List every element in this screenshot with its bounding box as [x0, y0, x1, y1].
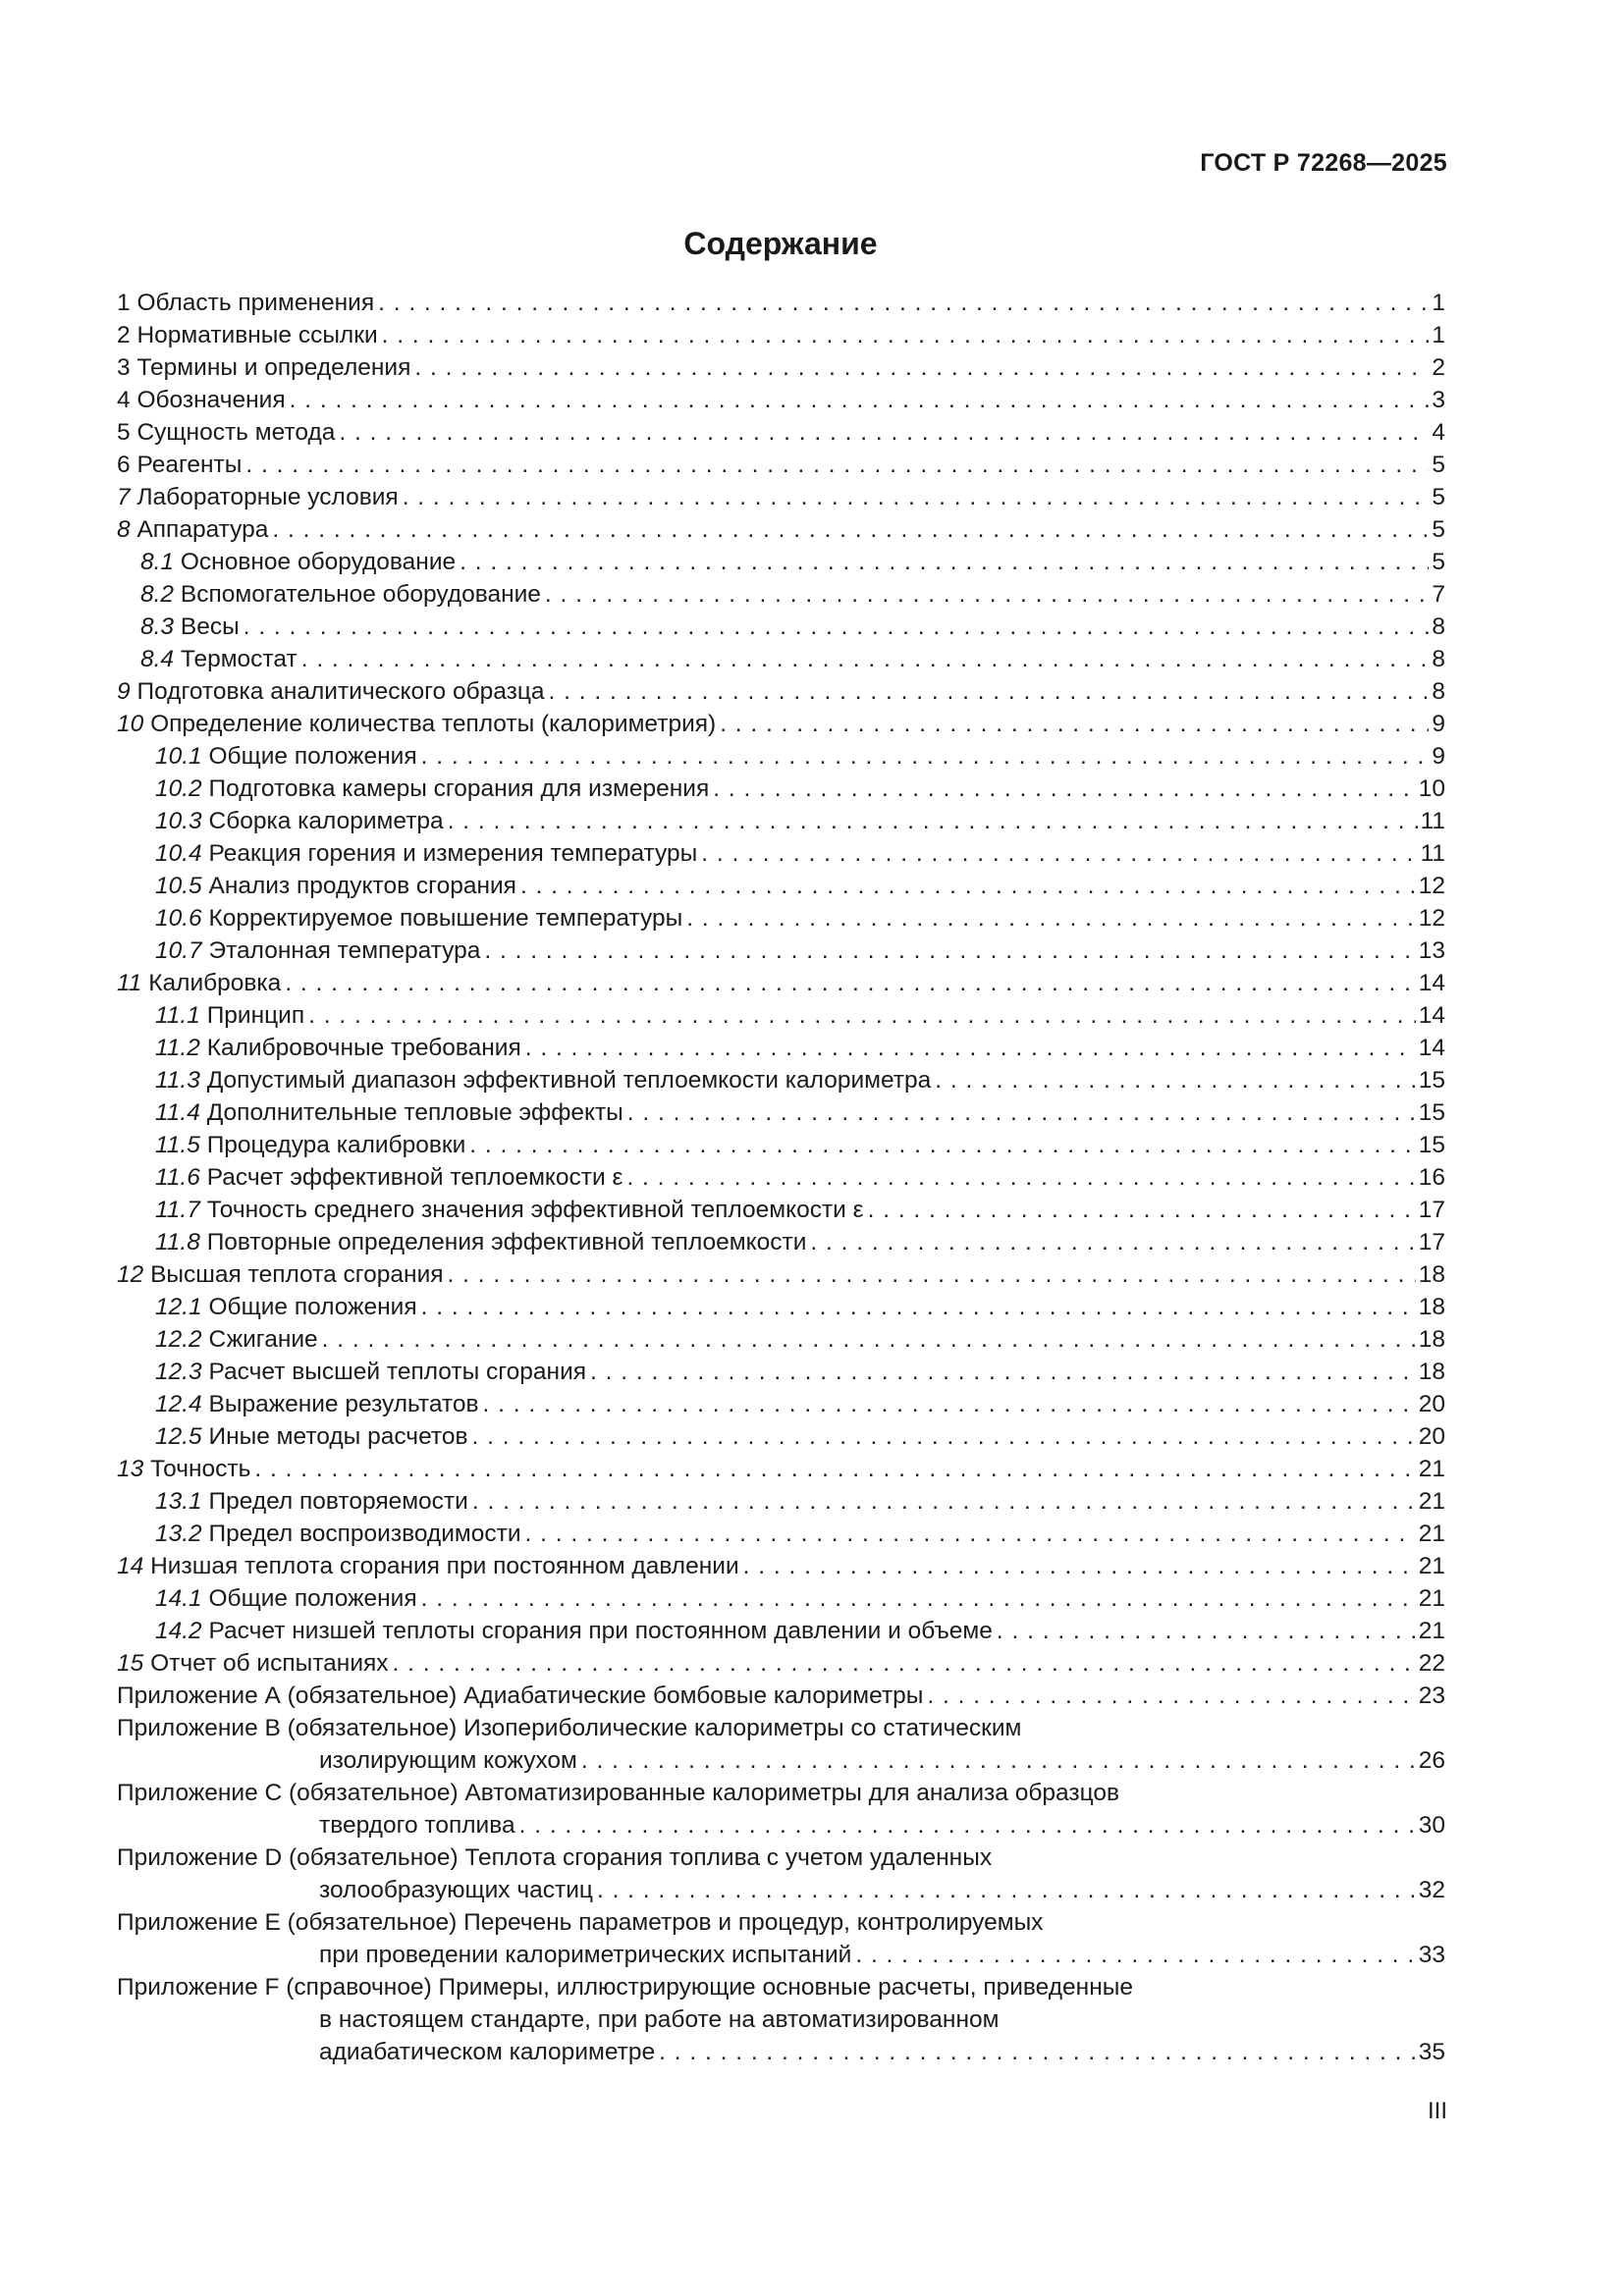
toc-entry-page: 5: [1432, 549, 1445, 575]
toc-entry[interactable]: [117, 287, 1445, 319]
dot-leader: [448, 1258, 1416, 1291]
toc-entry-page: 17: [1418, 1197, 1445, 1223]
toc-entry[interactable]: [117, 805, 1445, 837]
toc-entry-label: [117, 384, 286, 416]
toc-entry-page: 21: [1418, 1553, 1445, 1579]
toc-entry-label: [155, 1194, 864, 1226]
toc-annex-line: [117, 1874, 1445, 1906]
dot-leader: [626, 1161, 1415, 1194]
toc-entry-page: 33: [1418, 1942, 1445, 1968]
dot-leader: [935, 1064, 1415, 1096]
dot-leader: [519, 1809, 1416, 1842]
toc-entry-label: [155, 740, 417, 773]
toc-entry[interactable]: [117, 902, 1445, 934]
toc-entry[interactable]: [117, 1258, 1445, 1291]
toc-entry-text: Общие положения: [208, 743, 417, 770]
toc-entry-page: 8: [1432, 646, 1445, 672]
toc-entry-number: 11.5: [155, 1132, 200, 1158]
toc-entry-label: [155, 1420, 467, 1453]
toc-entry[interactable]: [117, 1615, 1445, 1647]
toc-entry[interactable]: [117, 708, 1445, 740]
toc-entry-label: [117, 287, 374, 319]
toc-entry-page: 9: [1432, 743, 1445, 770]
dot-leader: [549, 675, 1430, 708]
toc-entry-text: Допустимый диапазон эффективной теплоемкости калориметра: [206, 1067, 932, 1094]
toc-entry[interactable]: [117, 967, 1445, 999]
dot-leader: [272, 513, 1429, 546]
toc-entry-number: 10.4: [155, 840, 202, 867]
toc-annex-title: Приложение Е (обязательное) Перечень параметров и процедур, контролируемых: [117, 1909, 1044, 1936]
toc-entry[interactable]: [117, 1323, 1445, 1356]
dot-leader: [339, 416, 1429, 449]
dot-leader: [472, 1485, 1416, 1518]
toc-entry-number: 8.2: [140, 581, 175, 608]
dot-leader: [590, 1356, 1416, 1388]
toc-entry-page: 12: [1418, 873, 1445, 899]
toc-entry[interactable]: [117, 1129, 1445, 1161]
toc-entry-number: 10: [117, 711, 144, 737]
toc-entry[interactable]: [117, 578, 1445, 611]
toc-entry-label: [155, 1518, 521, 1550]
dot-leader: [285, 967, 1415, 999]
toc-entry-number: 1: [117, 290, 131, 316]
toc-entry[interactable]: [117, 416, 1445, 449]
toc-entry-page: 18: [1418, 1359, 1445, 1385]
toc-entry-number: 8.3: [140, 614, 175, 640]
toc-entry-text: Предел повторяемости: [208, 1488, 468, 1515]
dot-leader: [627, 1096, 1416, 1129]
toc-entry-page: 4: [1432, 419, 1445, 446]
toc-entry-page: 1: [1432, 322, 1445, 348]
toc-entry-number: 12: [117, 1261, 144, 1288]
toc-entry-label: [155, 999, 304, 1032]
toc-entry-text: Расчет эффективной теплоемкости ε: [206, 1164, 623, 1191]
toc-entry[interactable]: [117, 1226, 1445, 1258]
toc-entry-label: [155, 773, 709, 805]
toc-entry-label: [155, 1161, 623, 1194]
toc-entry[interactable]: [117, 1518, 1445, 1550]
toc-entry-page: 16: [1418, 1164, 1445, 1191]
toc-entry-text: Расчет низшей теплоты сгорания при постоянном давлении и объеме: [208, 1618, 993, 1644]
toc-annex-entry[interactable]: [117, 1971, 1445, 2068]
toc-entry-number: 11.3: [155, 1067, 200, 1094]
toc-entry-number: 10.5: [155, 873, 202, 899]
toc-entry-number: 12.1: [155, 1294, 202, 1320]
toc-entry-page: 15: [1418, 1067, 1445, 1094]
dot-leader: [997, 1615, 1416, 1647]
dot-leader: [469, 1129, 1415, 1161]
toc-entry-label: [155, 837, 697, 870]
toc-annex-title: Приложение С (обязательное) Автоматизированные калориметры для анализа образцов: [117, 1780, 1119, 1806]
toc-annex-title: Приложение F (справочное) Примеры, иллюстрирующие основные расчеты, приведенные: [117, 1974, 1133, 2001]
toc-entry-text: Точность среднего значения эффективной теплоемкости ε: [206, 1197, 864, 1223]
toc-entry-number: 14: [117, 1553, 144, 1579]
toc-entry[interactable]: [117, 1647, 1445, 1680]
toc-entry-text: Калибровочные требования: [206, 1035, 521, 1061]
toc-entry-label: [117, 1453, 250, 1485]
dot-leader: [743, 1550, 1416, 1582]
toc-entry-number: 13.2: [155, 1521, 202, 1547]
toc-entry[interactable]: [117, 675, 1445, 708]
toc-entry-page: 35: [1418, 2039, 1445, 2065]
dot-leader: [520, 870, 1416, 902]
dot-leader: [414, 351, 1429, 384]
toc-entry-text: Подготовка аналитического образца: [136, 678, 545, 705]
toc-entry-label: [117, 449, 242, 481]
toc-entry-text: Термостат: [180, 646, 298, 672]
toc-entry-number: 5: [117, 419, 131, 446]
toc-entry-page: 15: [1418, 1132, 1445, 1158]
dot-leader: [659, 2036, 1416, 2068]
dot-leader: [581, 1744, 1416, 1777]
dot-leader: [393, 1647, 1416, 1680]
toc-entry[interactable]: [117, 1582, 1445, 1615]
toc-annex-title: Приложение D (обязательное) Теплота сгорания топлива с учетом удаленных: [117, 1844, 993, 1871]
toc-entry-page: 2: [1432, 354, 1445, 381]
toc-entry-text: Анализ продуктов сгорания: [208, 873, 516, 899]
toc-entry-number: 11.7: [155, 1197, 200, 1223]
toc-annex-line: [117, 2036, 1445, 2068]
toc-entry[interactable]: [117, 384, 1445, 416]
toc-entry-label: [117, 708, 716, 740]
dot-leader: [927, 1680, 1415, 1712]
toc-entry-text: Реагенты: [136, 452, 243, 478]
toc-entry-number: 13.1: [155, 1488, 202, 1515]
toc-annex-continuation: твердого топлива: [319, 1812, 515, 1839]
table-of-contents: [117, 287, 1445, 2068]
toc-entry-page: 32: [1418, 1877, 1445, 1903]
toc-entry[interactable]: [117, 934, 1445, 967]
dot-leader: [686, 902, 1416, 934]
dot-leader: [245, 449, 1429, 481]
toc-entry[interactable]: [117, 1096, 1445, 1129]
toc-entry-page: 9: [1432, 711, 1445, 737]
toc-entry-label: [155, 1582, 417, 1615]
dot-leader: [471, 1420, 1415, 1453]
toc-entry-text: Обозначения: [136, 387, 286, 413]
toc-entry-page: 5: [1432, 516, 1445, 543]
toc-entry-number: 10.7: [155, 937, 202, 964]
toc-entry-text: Выражение результатов: [208, 1391, 479, 1417]
toc-entry-page: 14: [1418, 1002, 1445, 1029]
toc-entry-label: [155, 1323, 318, 1356]
dot-leader: [322, 1323, 1416, 1356]
toc-entry[interactable]: [117, 999, 1445, 1032]
toc-entry-page: 12: [1418, 905, 1445, 932]
toc-entry-text: Калибровка: [148, 970, 282, 996]
toc-entry-label: [155, 805, 444, 837]
toc-entry-page: 10: [1418, 775, 1445, 802]
toc-entry-number: 6: [117, 452, 131, 478]
toc-entry-text: Расчет высшей теплоты сгорания: [208, 1359, 587, 1385]
dot-leader: [301, 643, 1429, 675]
toc-entry-text: Предел воспроизводимости: [208, 1521, 521, 1547]
toc-entry-text: Точность: [150, 1456, 251, 1482]
toc-entry-number: 11.4: [155, 1099, 200, 1126]
toc-entry-text: Корректируемое повышение температуры: [208, 905, 683, 932]
toc-entry-number: 10.1: [155, 743, 202, 770]
dot-leader: [421, 740, 1429, 773]
toc-entry-number: 4: [117, 387, 131, 413]
dot-leader: [855, 1939, 1415, 1971]
toc-entry-number: 10.2: [155, 775, 202, 802]
toc-entry-page: 30: [1418, 1812, 1445, 1839]
toc-entry-label: [155, 934, 480, 967]
dot-leader: [382, 319, 1429, 351]
toc-entry-text: Аппаратура: [136, 516, 269, 543]
toc-entry-label: [140, 643, 298, 675]
toc-entry-number: 12.5: [155, 1423, 202, 1450]
toc-annex-continuation: изолирующим кожухом: [319, 1747, 577, 1774]
toc-annex-entry[interactable]: [117, 1680, 1445, 1712]
toc-entry-label: [155, 1064, 931, 1096]
toc-entry-number: 11.6: [155, 1164, 200, 1191]
toc-entry-text: Сущность метода: [136, 419, 336, 446]
toc-entry-page: 5: [1432, 452, 1445, 478]
toc-entry-text: Высшая теплота сгорания: [150, 1261, 444, 1288]
toc-annex-line: [117, 1939, 1445, 1971]
document-code: ГОСТ Р 72268—2025: [1200, 149, 1447, 177]
toc-entry-page: 18: [1418, 1326, 1445, 1353]
toc-entry-number: 11.2: [155, 1035, 200, 1061]
toc-entry-number: 8.1: [140, 549, 175, 575]
toc-entry-text: Нормативные ссылки: [136, 322, 378, 348]
dot-leader: [378, 287, 1429, 319]
toc-entry-page: 22: [1418, 1650, 1445, 1677]
toc-entry[interactable]: [117, 319, 1445, 351]
toc-entry[interactable]: [117, 546, 1445, 578]
toc-entry-number: 13: [117, 1456, 144, 1482]
dot-leader: [720, 708, 1429, 740]
dot-leader: [810, 1226, 1415, 1258]
toc-entry-number: 7: [117, 484, 131, 510]
toc-entry-text: Иные методы расчетов: [208, 1423, 468, 1450]
toc-entry-label: [155, 870, 516, 902]
toc-entry-label: [117, 351, 410, 384]
dot-leader: [290, 384, 1429, 416]
dot-leader: [308, 999, 1416, 1032]
toc-entry-text: Низшая теплота сгорания при постоянном давлении: [150, 1553, 739, 1579]
toc-entry[interactable]: [117, 1194, 1445, 1226]
toc-entry-number: 14.1: [155, 1585, 202, 1612]
toc-entry-number: 11.1: [155, 1002, 200, 1029]
toc-entry-label: [117, 1647, 389, 1680]
toc-entry-text: Дополнительные тепловые эффекты: [206, 1099, 623, 1126]
toc-entry-page: 11: [1420, 840, 1445, 867]
toc-entry-number: 12.4: [155, 1391, 202, 1417]
toc-entry-label: [155, 1485, 468, 1518]
toc-entry-page: 13: [1418, 937, 1445, 964]
toc-entry[interactable]: [117, 1064, 1445, 1096]
toc-entry-page: 26: [1418, 1747, 1445, 1774]
toc-title: Содержание: [683, 226, 878, 261]
toc-entry[interactable]: [117, 1485, 1445, 1518]
dot-leader: [448, 805, 1418, 837]
toc-entry-text: Процедура калибровки: [206, 1132, 466, 1158]
toc-entry-text: Принцип: [206, 1002, 305, 1029]
toc-entry-page: 7: [1432, 581, 1445, 608]
dot-leader: [484, 934, 1415, 967]
dot-leader: [460, 546, 1429, 578]
toc-entry-number: 2: [117, 322, 131, 348]
toc-entry[interactable]: [117, 351, 1445, 384]
dot-leader: [483, 1388, 1416, 1420]
dot-leader: [525, 1032, 1416, 1064]
toc-annex-entry[interactable]: [117, 1777, 1445, 1842]
toc-annex-continuation: в настоящем стандарте, при работе на автоматизированном: [319, 2006, 1000, 2033]
toc-entry[interactable]: [117, 449, 1445, 481]
toc-annex-title: Приложение А (обязательное) Адиабатические бомбовые калориметры: [117, 1682, 924, 1709]
toc-entry-label: [155, 902, 682, 934]
toc-entry-text: Термины и определения: [136, 354, 411, 381]
toc-entry-label: [117, 967, 281, 999]
toc-entry-text: Область применения: [136, 290, 375, 316]
toc-annex-continuation: золообразующих частиц: [319, 1877, 593, 1903]
toc-entry-label: [117, 1258, 444, 1291]
toc-entry-text: Сборка калориметра: [208, 808, 444, 834]
toc-entry-label: [155, 1388, 479, 1420]
toc-entry-label: [117, 513, 268, 546]
toc-entry[interactable]: [117, 837, 1445, 870]
toc-entry[interactable]: [117, 1420, 1445, 1453]
toc-entry[interactable]: [117, 643, 1445, 675]
toc-entry-page: 21: [1418, 1521, 1445, 1547]
toc-entry-text: Весы: [180, 614, 240, 640]
toc-entry-number: 11.8: [155, 1229, 200, 1255]
toc-entry[interactable]: [117, 1291, 1445, 1323]
toc-entry-page: 14: [1418, 970, 1445, 996]
dot-leader: [421, 1291, 1416, 1323]
toc-entry-text: Повторные определения эффективной теплоемкости: [206, 1229, 807, 1255]
toc-entry-label: [140, 578, 541, 611]
toc-entry-text: Отчет об испытаниях: [150, 1650, 389, 1677]
toc-entry-label: [155, 1356, 586, 1388]
dot-leader: [403, 481, 1429, 513]
dot-leader: [525, 1518, 1416, 1550]
toc-entry-page: 23: [1418, 1682, 1445, 1709]
page-number: III: [1427, 2098, 1447, 2124]
toc-entry-number: 10.3: [155, 808, 202, 834]
toc-entry-page: 20: [1418, 1423, 1445, 1450]
toc-entry-label: [117, 416, 335, 449]
dot-leader: [713, 773, 1415, 805]
toc-entry-number: 3: [117, 354, 131, 381]
toc-entry-page: 18: [1418, 1261, 1445, 1288]
toc-entry-number: 11: [117, 970, 142, 996]
toc-annex-entry[interactable]: [117, 1842, 1445, 1906]
toc-entry[interactable]: [117, 1161, 1445, 1194]
toc-entry-page: 8: [1432, 678, 1445, 705]
dot-leader: [701, 837, 1417, 870]
toc-entry-page: 5: [1432, 484, 1445, 510]
toc-entry[interactable]: [117, 773, 1445, 805]
toc-entry-label: [140, 546, 456, 578]
toc-entry-number: 9: [117, 678, 131, 705]
toc-entry-label: [140, 611, 240, 643]
dot-leader: [421, 1582, 1416, 1615]
toc-entry-number: 12.2: [155, 1326, 202, 1353]
toc-annex-title: Приложение В (обязательное) Изопериболические калориметры со статическим: [117, 1715, 1022, 1741]
toc-entry[interactable]: [117, 740, 1445, 773]
dot-leader: [244, 611, 1429, 643]
toc-entry-page: 18: [1418, 1294, 1445, 1320]
dot-leader: [545, 578, 1429, 611]
toc-entry[interactable]: [117, 481, 1445, 513]
toc-entry[interactable]: [117, 611, 1445, 643]
toc-entry[interactable]: [117, 1032, 1445, 1064]
toc-entry-page: 11: [1420, 808, 1445, 834]
toc-entry[interactable]: [117, 513, 1445, 546]
toc-entry-page: 21: [1418, 1618, 1445, 1644]
toc-annex-entry[interactable]: [117, 1906, 1445, 1971]
toc-entry-label: [117, 1550, 739, 1582]
toc-entry-page: 1: [1432, 290, 1445, 316]
toc-entry[interactable]: [117, 1388, 1445, 1420]
toc-entry[interactable]: [117, 1356, 1445, 1388]
toc-annex-entry[interactable]: [117, 1712, 1445, 1777]
toc-entry-label: [117, 319, 378, 351]
toc-entry-label: [155, 1615, 993, 1647]
toc-entry-number: 12.3: [155, 1359, 202, 1385]
toc-entry-label: [117, 675, 545, 708]
dot-leader: [254, 1453, 1415, 1485]
toc-entry-page: 20: [1418, 1391, 1445, 1417]
toc-entry-text: Общие положения: [208, 1294, 417, 1320]
toc-entry-text: Эталонная температура: [208, 937, 481, 964]
toc-entry-page: 21: [1418, 1456, 1445, 1482]
dot-leader: [597, 1874, 1416, 1906]
toc-annex-line: [117, 1809, 1445, 1842]
toc-entry-page: 21: [1418, 1585, 1445, 1612]
toc-entry[interactable]: [117, 1550, 1445, 1582]
toc-entry-label: [117, 481, 399, 513]
toc-entry-label: [155, 1032, 521, 1064]
toc-entry-page: 3: [1432, 387, 1445, 413]
toc-entry-text: Сжигание: [208, 1326, 318, 1353]
toc-entry-label: [155, 1129, 465, 1161]
toc-entry-page: 15: [1418, 1099, 1445, 1126]
toc-annex-line: [117, 1680, 1445, 1712]
toc-entry-number: 15: [117, 1650, 144, 1677]
toc-entry[interactable]: [117, 1453, 1445, 1485]
toc-entry-text: Вспомогательное оборудование: [180, 581, 541, 608]
toc-entry-page: 21: [1418, 1488, 1445, 1515]
toc-entry-page: 17: [1418, 1229, 1445, 1255]
toc-entry-text: Общие положения: [208, 1585, 417, 1612]
toc-entry-number: 10.6: [155, 905, 202, 932]
toc-entry-label: [155, 1291, 417, 1323]
toc-entry-page: 8: [1432, 614, 1445, 640]
toc-entry-label: [155, 1226, 806, 1258]
toc-annex-continuation: при проведении калориметрических испытаний: [319, 1942, 852, 1968]
toc-entry-text: Подготовка камеры сгорания для измерения: [208, 775, 710, 802]
toc-entry-number: 8.4: [140, 646, 175, 672]
toc-entry[interactable]: [117, 870, 1445, 902]
toc-entry-number: 14.2: [155, 1618, 202, 1644]
toc-entry-number: 8: [117, 516, 131, 543]
toc-entry-text: Реакция горения и измерения температуры: [208, 840, 698, 867]
dot-leader: [868, 1194, 1416, 1226]
toc-annex-continuation: адиабатическом калориметре: [319, 2039, 656, 2065]
toc-entry-text: Основное оборудование: [180, 549, 457, 575]
toc-entry-text: Лабораторные условия: [136, 484, 399, 510]
toc-entry-page: 14: [1418, 1035, 1445, 1061]
toc-entry-text: Определение количества теплоты (калориметрия): [150, 711, 717, 737]
toc-annex-line: [117, 1744, 1445, 1777]
toc-entry-label: [155, 1096, 623, 1129]
